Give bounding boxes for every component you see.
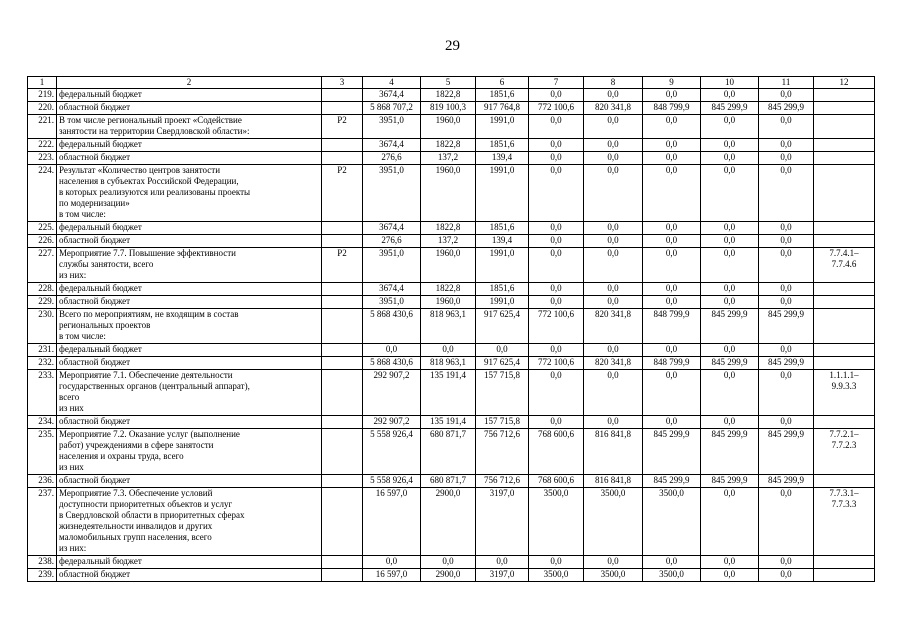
- description-cell: Всего по мероприятиям, не входящим в состав региональных проектов в том числе:: [57, 309, 322, 344]
- year-value-cell: 0,0: [701, 222, 759, 235]
- year-value-cell: 0,0: [584, 235, 643, 248]
- table-row: [28, 488, 875, 556]
- target-ref-cell: [814, 139, 875, 152]
- year-value-cell: 845 299,9: [701, 475, 759, 488]
- year-value-cell: 1851,6: [476, 89, 529, 102]
- code-cell: [322, 344, 363, 357]
- year-value-cell: 0,0: [529, 248, 584, 283]
- description-cell: федеральный бюджет: [57, 89, 322, 102]
- year-value-cell: 0,0: [529, 89, 584, 102]
- year-value-cell: 157 715,8: [476, 370, 529, 416]
- year-value-cell: 0,0: [701, 89, 759, 102]
- total-value-cell: 3674,4: [363, 222, 421, 235]
- year-value-cell: 0,0: [529, 344, 584, 357]
- year-value-cell: 1822,8: [421, 283, 476, 296]
- row-number: 231.: [28, 344, 57, 357]
- table-row: [28, 152, 875, 165]
- year-value-cell: 137,2: [421, 152, 476, 165]
- year-value-cell: 845 299,9: [701, 309, 759, 344]
- target-ref-cell: [814, 222, 875, 235]
- target-ref-cell: [814, 235, 875, 248]
- year-value-cell: 0,0: [643, 370, 701, 416]
- year-value-cell: 0,0: [643, 165, 701, 222]
- total-value-cell: 0,0: [363, 556, 421, 569]
- description-cell: областной бюджет: [57, 296, 322, 309]
- target-ref-cell: [814, 556, 875, 569]
- target-ref-cell: [814, 357, 875, 370]
- row-number: 234.: [28, 416, 57, 429]
- year-value-cell: 0,0: [701, 296, 759, 309]
- year-value-cell: 0,0: [584, 152, 643, 165]
- year-value-cell: 0,0: [759, 115, 814, 139]
- year-value-cell: 1991,0: [476, 165, 529, 222]
- year-value-cell: 0,0: [584, 370, 643, 416]
- year-value-cell: 3197,0: [476, 569, 529, 582]
- year-value-cell: 3197,0: [476, 488, 529, 556]
- year-value-cell: 1851,6: [476, 222, 529, 235]
- column-header: 11: [759, 77, 814, 89]
- code-cell: Р2: [322, 248, 363, 283]
- table-row: [28, 139, 875, 152]
- row-number: 238.: [28, 556, 57, 569]
- total-value-cell: 276,6: [363, 235, 421, 248]
- year-value-cell: 0,0: [643, 296, 701, 309]
- year-value-cell: 0,0: [701, 283, 759, 296]
- year-value-cell: 768 600,6: [529, 429, 584, 475]
- year-value-cell: 845 299,9: [643, 475, 701, 488]
- year-value-cell: 0,0: [759, 152, 814, 165]
- row-number: 236.: [28, 475, 57, 488]
- year-value-cell: 0,0: [759, 344, 814, 357]
- year-value-cell: 0,0: [701, 556, 759, 569]
- table-row: [28, 556, 875, 569]
- year-value-cell: 0,0: [529, 115, 584, 139]
- year-value-cell: 0,0: [643, 283, 701, 296]
- year-value-cell: 1822,8: [421, 139, 476, 152]
- year-value-cell: 845 299,9: [759, 475, 814, 488]
- row-number: 232.: [28, 357, 57, 370]
- row-number: 227.: [28, 248, 57, 283]
- year-value-cell: 157 715,8: [476, 416, 529, 429]
- year-value-cell: 1851,6: [476, 139, 529, 152]
- table-row: [28, 429, 875, 475]
- page-number: 29: [445, 38, 460, 54]
- row-number: 223.: [28, 152, 57, 165]
- year-value-cell: 0,0: [759, 89, 814, 102]
- year-value-cell: 0,0: [759, 370, 814, 416]
- year-value-cell: 768 600,6: [529, 475, 584, 488]
- year-value-cell: 0,0: [701, 115, 759, 139]
- year-value-cell: 819 100,3: [421, 102, 476, 115]
- column-header: 6: [476, 77, 529, 89]
- year-value-cell: 0,0: [643, 416, 701, 429]
- year-value-cell: 0,0: [421, 344, 476, 357]
- table-row: [28, 235, 875, 248]
- target-ref-cell: [814, 102, 875, 115]
- total-value-cell: 3951,0: [363, 165, 421, 222]
- year-value-cell: 820 341,8: [584, 102, 643, 115]
- total-value-cell: 3674,4: [363, 139, 421, 152]
- code-cell: [322, 429, 363, 475]
- year-value-cell: 0,0: [701, 569, 759, 582]
- year-value-cell: 0,0: [529, 139, 584, 152]
- year-value-cell: 845 299,9: [759, 357, 814, 370]
- total-value-cell: 16 597,0: [363, 569, 421, 582]
- year-value-cell: 820 341,8: [584, 309, 643, 344]
- column-header: 9: [643, 77, 701, 89]
- year-value-cell: 0,0: [584, 139, 643, 152]
- target-ref-cell: [814, 165, 875, 222]
- row-number: 221.: [28, 115, 57, 139]
- code-cell: [322, 309, 363, 344]
- code-cell: [322, 296, 363, 309]
- year-value-cell: 917 764,8: [476, 102, 529, 115]
- target-ref-cell: [814, 152, 875, 165]
- row-number: 239.: [28, 569, 57, 582]
- target-ref-cell: [814, 475, 875, 488]
- code-cell: [322, 488, 363, 556]
- year-value-cell: 848 799,9: [643, 102, 701, 115]
- description-cell: областной бюджет: [57, 357, 322, 370]
- description-cell: областной бюджет: [57, 102, 322, 115]
- target-ref-cell: [814, 344, 875, 357]
- year-value-cell: 0,0: [759, 296, 814, 309]
- year-value-cell: 0,0: [529, 165, 584, 222]
- year-value-cell: 0,0: [529, 152, 584, 165]
- year-value-cell: 0,0: [759, 569, 814, 582]
- row-number: 224.: [28, 165, 57, 222]
- description-cell: Мероприятие 7.1. Обеспечение деятельности государственных органов (центральный аппарат), всего из них: [57, 370, 322, 416]
- total-value-cell: 5 868 430,6: [363, 309, 421, 344]
- year-value-cell: 820 341,8: [584, 357, 643, 370]
- target-ref-cell: [814, 309, 875, 344]
- year-value-cell: 845 299,9: [701, 102, 759, 115]
- year-value-cell: 845 299,9: [759, 102, 814, 115]
- table-row: [28, 309, 875, 344]
- year-value-cell: 772 100,6: [529, 309, 584, 344]
- year-value-cell: 0,0: [529, 235, 584, 248]
- description-cell: областной бюджет: [57, 152, 322, 165]
- code-cell: Р2: [322, 165, 363, 222]
- year-value-cell: 0,0: [584, 165, 643, 222]
- column-header: 3: [322, 77, 363, 89]
- year-value-cell: 845 299,9: [759, 309, 814, 344]
- table-row: [28, 344, 875, 357]
- description-cell: федеральный бюджет: [57, 344, 322, 357]
- year-value-cell: 0,0: [759, 139, 814, 152]
- total-value-cell: 3951,0: [363, 296, 421, 309]
- target-ref-cell: 1.1.1.1– 9.9.3.3: [814, 370, 875, 416]
- total-value-cell: 16 597,0: [363, 488, 421, 556]
- total-value-cell: 3951,0: [363, 115, 421, 139]
- description-cell: федеральный бюджет: [57, 139, 322, 152]
- year-value-cell: 0,0: [701, 139, 759, 152]
- year-value-cell: 0,0: [701, 235, 759, 248]
- year-value-cell: 1960,0: [421, 165, 476, 222]
- year-value-cell: 3500,0: [529, 488, 584, 556]
- total-value-cell: 5 868 707,2: [363, 102, 421, 115]
- year-value-cell: 772 100,6: [529, 102, 584, 115]
- row-number: 225.: [28, 222, 57, 235]
- year-value-cell: 1991,0: [476, 296, 529, 309]
- year-value-cell: 0,0: [701, 344, 759, 357]
- year-value-cell: 0,0: [476, 556, 529, 569]
- year-value-cell: 845 299,9: [701, 429, 759, 475]
- year-value-cell: 845 299,9: [701, 357, 759, 370]
- year-value-cell: 680 871,7: [421, 429, 476, 475]
- code-cell: [322, 235, 363, 248]
- row-number: 235.: [28, 429, 57, 475]
- total-value-cell: 0,0: [363, 344, 421, 357]
- total-value-cell: 5 868 430,6: [363, 357, 421, 370]
- year-value-cell: 0,0: [584, 222, 643, 235]
- year-value-cell: 0,0: [529, 556, 584, 569]
- year-value-cell: 772 100,6: [529, 357, 584, 370]
- year-value-cell: 0,0: [529, 222, 584, 235]
- description-cell: областной бюджет: [57, 475, 322, 488]
- year-value-cell: 1960,0: [421, 115, 476, 139]
- year-value-cell: 139,4: [476, 235, 529, 248]
- row-number: 220.: [28, 102, 57, 115]
- target-ref-cell: [814, 296, 875, 309]
- year-value-cell: 0,0: [701, 152, 759, 165]
- description-cell: Мероприятие 7.7. Повышение эффективности службы занятости, всего из них:: [57, 248, 322, 283]
- year-value-cell: 0,0: [759, 248, 814, 283]
- table-row: [28, 89, 875, 102]
- year-value-cell: 137,2: [421, 235, 476, 248]
- table-row: [28, 222, 875, 235]
- code-cell: [322, 357, 363, 370]
- year-value-cell: 0,0: [759, 416, 814, 429]
- year-value-cell: 848 799,9: [643, 309, 701, 344]
- target-ref-cell: 7.7.2.1– 7.7.2.3: [814, 429, 875, 475]
- year-value-cell: 2900,0: [421, 488, 476, 556]
- description-cell: В том числе региональный проект «Содействие занятости на территории Свердловской области»:: [57, 115, 322, 139]
- year-value-cell: 139,4: [476, 152, 529, 165]
- column-header: 5: [421, 77, 476, 89]
- year-value-cell: 680 871,7: [421, 475, 476, 488]
- year-value-cell: 1960,0: [421, 296, 476, 309]
- total-value-cell: 5 558 926,4: [363, 429, 421, 475]
- target-ref-cell: 7.7.3.1– 7.7.3.3: [814, 488, 875, 556]
- total-value-cell: 292 907,2: [363, 416, 421, 429]
- table-row: [28, 416, 875, 429]
- year-value-cell: 3500,0: [643, 569, 701, 582]
- description-cell: федеральный бюджет: [57, 222, 322, 235]
- year-value-cell: 0,0: [701, 488, 759, 556]
- year-value-cell: 818 963,1: [421, 309, 476, 344]
- description-cell: Результат «Количество центров занятости населения в субъектах Российской Федерации, в которых реализуются или реализованы проекты по модернизации» в том числе:: [57, 165, 322, 222]
- year-value-cell: 135 191,4: [421, 370, 476, 416]
- year-value-cell: 0,0: [584, 89, 643, 102]
- budget-table: [27, 76, 875, 582]
- table-row: [28, 165, 875, 222]
- target-ref-cell: 7.7.4.1– 7.7.4.6: [814, 248, 875, 283]
- column-header: 12: [814, 77, 875, 89]
- target-ref-cell: [814, 416, 875, 429]
- total-value-cell: 3674,4: [363, 283, 421, 296]
- description-cell: областной бюджет: [57, 416, 322, 429]
- year-value-cell: 0,0: [421, 556, 476, 569]
- year-value-cell: 0,0: [759, 222, 814, 235]
- year-value-cell: 0,0: [584, 416, 643, 429]
- year-value-cell: 0,0: [643, 89, 701, 102]
- year-value-cell: 3500,0: [643, 488, 701, 556]
- target-ref-cell: [814, 569, 875, 582]
- year-value-cell: 3500,0: [584, 488, 643, 556]
- table-row: [28, 102, 875, 115]
- row-number: 230.: [28, 309, 57, 344]
- year-value-cell: 756 712,6: [476, 429, 529, 475]
- year-value-cell: 816 841,8: [584, 429, 643, 475]
- year-value-cell: 0,0: [759, 283, 814, 296]
- year-value-cell: 1822,8: [421, 89, 476, 102]
- year-value-cell: 816 841,8: [584, 475, 643, 488]
- description-cell: Мероприятие 7.3. Обеспечение условий доступности приоритетных объектов и услуг в Свердловской области в приоритетных сферах жизнедеятельности инвалидов и других маломобильных групп населения, всего из них:: [57, 488, 322, 556]
- column-header: 2: [57, 77, 322, 89]
- column-header: 1: [28, 77, 57, 89]
- year-value-cell: 848 799,9: [643, 357, 701, 370]
- table-row: [28, 357, 875, 370]
- total-value-cell: 3674,4: [363, 89, 421, 102]
- code-cell: [322, 89, 363, 102]
- total-value-cell: 292 907,2: [363, 370, 421, 416]
- year-value-cell: 3500,0: [584, 569, 643, 582]
- table-row: [28, 248, 875, 283]
- year-value-cell: 0,0: [643, 248, 701, 283]
- year-value-cell: 917 625,4: [476, 309, 529, 344]
- table-row: [28, 283, 875, 296]
- year-value-cell: 0,0: [701, 416, 759, 429]
- year-value-cell: 1960,0: [421, 248, 476, 283]
- column-header: 10: [701, 77, 759, 89]
- year-value-cell: 0,0: [643, 152, 701, 165]
- year-value-cell: 1991,0: [476, 248, 529, 283]
- year-value-cell: 0,0: [759, 556, 814, 569]
- row-number: 228.: [28, 283, 57, 296]
- code-cell: [322, 569, 363, 582]
- table-header-row: [28, 77, 875, 89]
- description-cell: областной бюджет: [57, 235, 322, 248]
- row-number: 233.: [28, 370, 57, 416]
- row-number: 229.: [28, 296, 57, 309]
- year-value-cell: 1991,0: [476, 115, 529, 139]
- year-value-cell: 845 299,9: [643, 429, 701, 475]
- year-value-cell: 0,0: [759, 488, 814, 556]
- column-header: 4: [363, 77, 421, 89]
- column-header: 8: [584, 77, 643, 89]
- code-cell: [322, 152, 363, 165]
- year-value-cell: 0,0: [529, 416, 584, 429]
- year-value-cell: 0,0: [759, 235, 814, 248]
- year-value-cell: 0,0: [643, 115, 701, 139]
- year-value-cell: 0,0: [584, 556, 643, 569]
- year-value-cell: 756 712,6: [476, 475, 529, 488]
- year-value-cell: 0,0: [701, 248, 759, 283]
- year-value-cell: 0,0: [529, 283, 584, 296]
- year-value-cell: 0,0: [701, 370, 759, 416]
- code-cell: Р2: [322, 115, 363, 139]
- code-cell: [322, 222, 363, 235]
- description-cell: федеральный бюджет: [57, 283, 322, 296]
- table-row: [28, 475, 875, 488]
- year-value-cell: 0,0: [643, 556, 701, 569]
- description-cell: федеральный бюджет: [57, 556, 322, 569]
- year-value-cell: 0,0: [584, 296, 643, 309]
- year-value-cell: 0,0: [584, 283, 643, 296]
- table-row: [28, 115, 875, 139]
- table-row: [28, 296, 875, 309]
- year-value-cell: 135 191,4: [421, 416, 476, 429]
- total-value-cell: 5 558 926,4: [363, 475, 421, 488]
- year-value-cell: 917 625,4: [476, 357, 529, 370]
- table-row: [28, 569, 875, 582]
- target-ref-cell: [814, 89, 875, 102]
- code-cell: [322, 475, 363, 488]
- total-value-cell: 3951,0: [363, 248, 421, 283]
- row-number: 226.: [28, 235, 57, 248]
- description-cell: Мероприятие 7.2. Оказание услуг (выполнение работ) учреждениями в сфере занятости населения и охраны труда, всего из них: [57, 429, 322, 475]
- year-value-cell: 1851,6: [476, 283, 529, 296]
- code-cell: [322, 102, 363, 115]
- year-value-cell: 0,0: [584, 248, 643, 283]
- code-cell: [322, 556, 363, 569]
- total-value-cell: 276,6: [363, 152, 421, 165]
- year-value-cell: 0,0: [476, 344, 529, 357]
- year-value-cell: 0,0: [643, 139, 701, 152]
- year-value-cell: 0,0: [584, 344, 643, 357]
- year-value-cell: 0,0: [643, 235, 701, 248]
- year-value-cell: 845 299,9: [759, 429, 814, 475]
- row-number: 219.: [28, 89, 57, 102]
- year-value-cell: 0,0: [529, 370, 584, 416]
- description-cell: областной бюджет: [57, 569, 322, 582]
- row-number: 222.: [28, 139, 57, 152]
- year-value-cell: 2900,0: [421, 569, 476, 582]
- year-value-cell: 3500,0: [529, 569, 584, 582]
- code-cell: [322, 139, 363, 152]
- code-cell: [322, 416, 363, 429]
- year-value-cell: 0,0: [701, 165, 759, 222]
- target-ref-cell: [814, 283, 875, 296]
- column-header: 7: [529, 77, 584, 89]
- year-value-cell: 0,0: [759, 165, 814, 222]
- year-value-cell: 1822,8: [421, 222, 476, 235]
- target-ref-cell: [814, 115, 875, 139]
- row-number: 237.: [28, 488, 57, 556]
- year-value-cell: 0,0: [584, 115, 643, 139]
- table-row: [28, 370, 875, 416]
- code-cell: [322, 283, 363, 296]
- year-value-cell: 0,0: [643, 344, 701, 357]
- year-value-cell: 0,0: [643, 222, 701, 235]
- code-cell: [322, 370, 363, 416]
- year-value-cell: 818 963,1: [421, 357, 476, 370]
- year-value-cell: 0,0: [529, 296, 584, 309]
